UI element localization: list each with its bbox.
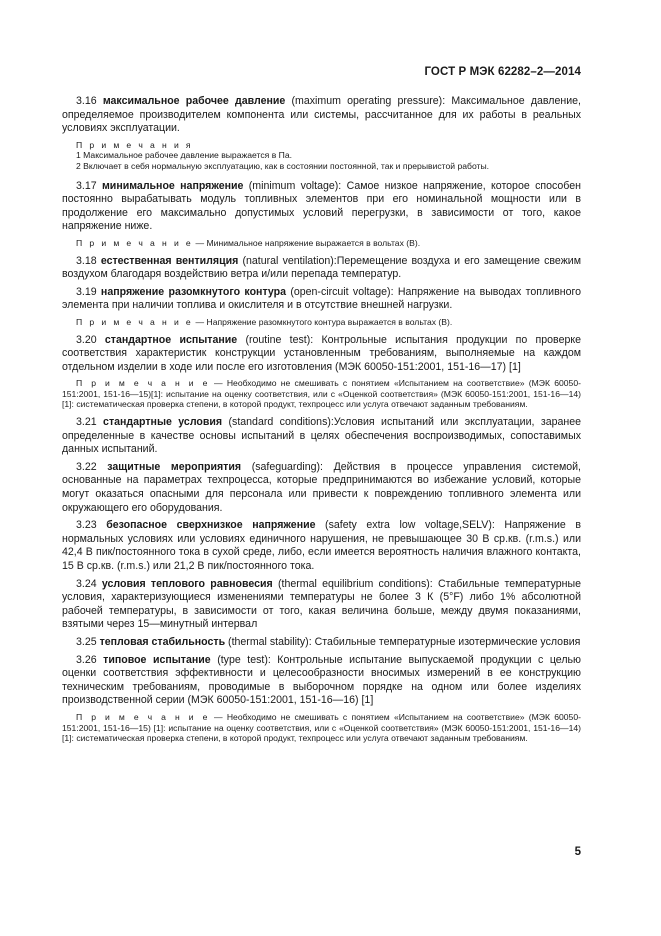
term-name: минимальное напряжение: [101, 179, 244, 192]
term-name: типовое испытание: [103, 653, 211, 666]
term-definition: [62, 578, 581, 632]
term-text: (thermal equilibrium conditions): Стабильные температурные условия, характеризующиеся изменениями температуры не более 3 К (5°F) либо 1% абсолютной рабочей температуры, в зависимости от того, какая величина больше, между двумя показаниями, взятыми через 15—минутный интервал: [62, 577, 581, 631]
term-text: (routine test): Контрольные испытания продукции по проверке соответствия характеристик конструкции установленным требованиям, выполняемые на каждом отдельном изделии в ходе или после его изготовления (МЭК 60050-151:2001, 151-16—17) [1]: [62, 333, 581, 373]
term-definition: [62, 255, 581, 282]
note-label: П р и м е ч а н и е: [76, 378, 210, 389]
term-number: 3.16: [76, 95, 97, 107]
notes-label: [62, 140, 581, 151]
term-definition: [62, 636, 581, 650]
term-text: (thermal stability): Стабильные температурные изотермические условия: [225, 635, 581, 648]
term-name: напряжение разомкнутого контура: [100, 285, 287, 298]
term-name: условия теплового равновесия: [101, 577, 273, 590]
note: [62, 712, 581, 744]
note-text: — Необходимо не смешивать с понятием «Испытанием на соответствие» (МЭК 60050-151:2001, 151-16—15) [1]: испытание на оценку соответствия, или с «Оценкой соответствия» (МЭК 60050-151:2001, 151-16—14) [1]: систематическая проверка степени, в которой продукт, техпроцесс или услуга отвечают заданным требованиям.: [62, 711, 581, 744]
term-text: (standard conditions):Условия испытаний или эксплуатации, заранее определенные в качестве основы испытаний в целях обеспечения воспроизводимых, сопоставимых данных испытаний.: [62, 416, 582, 456]
term-number: 3.20: [76, 333, 97, 346]
note-label: П р и м е ч а н и е: [76, 711, 210, 722]
term-definition: [62, 416, 581, 457]
term-name: стандартное испытание: [104, 333, 238, 346]
term-number: 3.18: [76, 254, 97, 267]
page-number: 5: [574, 846, 581, 858]
notes-label-text: П р и м е ч а н и я: [76, 139, 193, 150]
term-text: (maximum operating pressure): Максимальное давление, определяемое производителем компонента или системы, рассчитанное для их работы в реальных условиях эксплуатации.: [62, 95, 581, 135]
term-definition: [62, 519, 581, 573]
term-definition: [62, 95, 581, 136]
term-number: 3.24: [76, 577, 97, 590]
term-name: тепловая стабильность: [99, 635, 226, 648]
term-text: (type test): Контрольные испытание выпускаемой продукции с целью оценки соответствия эффективности и целесообразности вносимых измерений в ее конструкцию техническим требованиям, проводимые в выборочном порядке на одном или более изделиях производственной серии (МЭК 60050-151:2001, 151-16—16) [1]: [62, 653, 581, 707]
note-text: — Минимальное напряжение выражается в вольтах (В).: [193, 237, 421, 248]
term-definition: [62, 654, 581, 708]
term-name: безопасное сверхнизкое напряжение: [106, 519, 316, 532]
term-definition: [62, 180, 581, 234]
term-number: 3.25: [76, 635, 97, 648]
term-definition: [62, 334, 581, 375]
note-item: 2 Включает в себя нормальную эксплуатацию, как в состоянии постоянной, так и прерывистой работы.: [76, 160, 490, 171]
term-definition: [62, 461, 581, 515]
term-number: 3.22: [76, 460, 97, 473]
note: [62, 317, 581, 328]
note: [62, 378, 581, 410]
note-text: — Необходимо не смешивать с понятием «Испытанием на соответствие» (МЭК 60050-151:2001, 151-16—15)[1]: испытание на оценку соответствия, или с «Оценкой соответствия» (МЭК 60050-151:2001, 151-16—14)[1]: систематическая проверка степени, в которой продукт, техпроцесс или услуга отвечают заданным требованиям.: [62, 378, 581, 410]
note-item: 1 Максимальное рабочее давление выражается в Па.: [76, 150, 292, 161]
note-label: П р и м е ч а н и е: [76, 316, 194, 327]
term-number: 3.19: [76, 285, 97, 298]
term-number: 3.17: [76, 179, 97, 192]
term-name: защитные мероприятия: [107, 460, 242, 473]
term-name: стандартные условия: [103, 416, 223, 429]
term-text: (natural ventilation):Перемещение воздуха и его замещение свежим воздухом благодаря воздействию ветра и/или перепада температур.: [62, 254, 581, 281]
term-name: естественная вентиляция: [100, 254, 239, 267]
notes-block: [62, 140, 581, 172]
term-text: (safeguarding): Действия в процессе управления системой, основанные на параметрах техпроцесса, которые предпринимаются во избежание условий, которые могут оказаться опасными для персонала или привести к повреждению топливного элемента или окружающего его оборудования.: [62, 460, 581, 514]
term-text: (open-circuit voltage): Напряжение на выводах топливного элемента при наличии топлива и окислителя и в отсутствие внешней нагрузки.: [62, 285, 581, 312]
standard-header: ГОСТ Р МЭК 62282–2—2014: [424, 66, 581, 78]
term-text: (minimum voltage): Самое низкое напряжение, которое способен постоянно вырабатывать модуль топливных элементов при его номинальной мощности или в продолжение его максимально допустимых условий перегрузки, в зависимости от того, какое напряжение ниже.: [62, 179, 581, 233]
term-number: 3.21: [76, 416, 97, 429]
note: [62, 238, 581, 249]
term-name: максимальное рабочее давление: [102, 95, 286, 107]
note-text: — Напряжение разомкнутого контура выражается в вольтах (В).: [193, 316, 453, 327]
note-label: П р и м е ч а н и е: [76, 237, 194, 248]
term-number: 3.26: [76, 653, 97, 666]
term-definition: [62, 286, 581, 313]
document-body: [62, 95, 581, 750]
term-text: (safety extra low voltage,SELV): Напряжение в нормальных условиях или условиях единичного нарушения, не превышающее 30 В ср.кв. (r.m.s.) или 42,4 В пик/постоянного тока в сухой среде, либо, если имеется вероятность наличия влажного контакта, 15 В ср.кв. (r.m.s.) или 21,2 В пик/постоянного тока.: [62, 519, 581, 572]
term-number: 3.23: [76, 519, 97, 532]
